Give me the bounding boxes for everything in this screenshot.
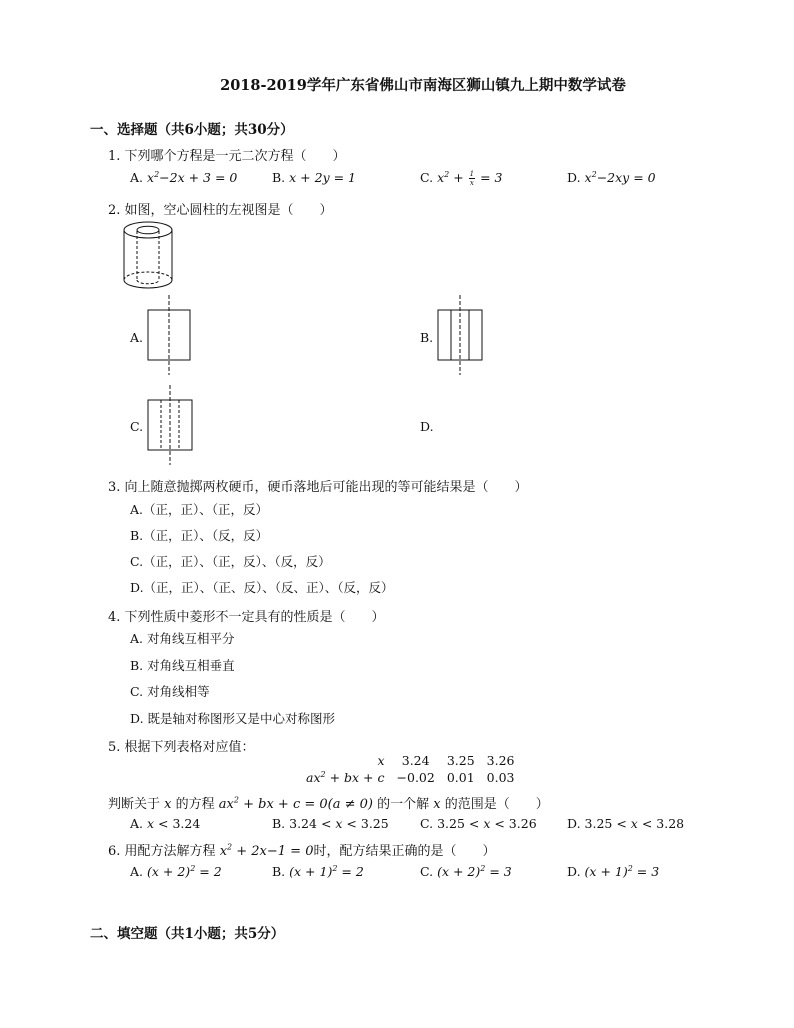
q2-option-d-label: D.	[420, 419, 434, 434]
q2-option-c-label: C.	[130, 419, 144, 434]
q4-option-b: B. 对角线互相垂直	[130, 658, 235, 673]
q6-option-d: D. $(x + 1)^2 = 3$	[567, 863, 660, 879]
q2-option-a-label: A.	[130, 330, 144, 345]
table-header-expression: $ax^2$ + bx + c	[306, 769, 385, 785]
q1-option-d: D. $x^2-2xy = 0$	[567, 169, 656, 185]
q1-option-b: B. x + 2y = 1	[272, 170, 357, 185]
table-cell: 3.25	[446, 753, 475, 768]
q5-value-table	[300, 752, 521, 786]
hollow-cylinder-figure	[120, 220, 180, 292]
table-cell: 3.24	[401, 753, 430, 768]
q1-option-a: A. $x^2-2x + 3 = 0$	[130, 169, 238, 185]
q5-option-d: D. 3.25 < x < 3.28	[567, 816, 685, 831]
q5-option-b: B. 3.24 < x < 3.25	[272, 816, 389, 831]
q1-stem: 1. 下列哪个方程是一元二次方程（ ）	[108, 149, 346, 164]
q2-option-a-figure	[146, 295, 196, 375]
q3-option-b: B.（正，正）、（反，反）	[130, 528, 269, 543]
table-cell: 0.01	[446, 770, 475, 785]
table-cell: −0.02	[396, 770, 435, 785]
q6-option-c: C. $(x + 2)^2 = 3$	[420, 863, 512, 879]
q1-option-c: C. $x^2$ + $\frac{1}{x}$ = 3	[420, 169, 503, 187]
table-cell: 0.03	[486, 770, 515, 785]
q5-stem: 5. 根据下列表格对应值：	[108, 740, 255, 755]
q2-option-b-figure	[436, 295, 486, 375]
q3-option-a: A.（正，正）、（正，反）	[130, 502, 269, 517]
q4-stem: 4. 下列性质中菱形不一定具有的性质是（ ）	[108, 610, 385, 625]
q3-stem: 3. 向上随意抛掷两枚硬币，硬币落地后可能出现的等可能结果是（ ）	[108, 480, 528, 495]
section-heading-choice: 一、选择题（共6小题；共30分）	[90, 122, 294, 138]
q5-judge-line: 判断关于 x 的方程 $ax^2$ + bx + c = 0(a ≠ 0) 的一个解 x 的范围是（ ）	[108, 795, 549, 812]
q2-option-c-figure	[146, 385, 196, 465]
q3-option-c: C.（正，正）、（正，反）、（反，反）	[130, 554, 331, 569]
q6-option-a: A. $(x + 2)^2 = 2$	[130, 863, 222, 879]
q5-option-c: C. 3.25 < x < 3.26	[420, 816, 537, 831]
page-title: 2018-2019学年广东省佛山市南海区狮山镇九上期中数学试卷	[220, 77, 626, 94]
table-header-x: x	[377, 753, 385, 768]
table-row	[300, 752, 521, 769]
table-cell: 3.26	[486, 753, 515, 768]
q6-option-b: B. $(x + 1)^2 = 2$	[272, 863, 364, 879]
q4-option-a: A. 对角线互相平分	[130, 631, 235, 646]
section-heading-fill-in: 二、填空题（共1小题；共5分）	[90, 926, 285, 942]
q2-stem: 2. 如图，空心圆柱的左视图是（ ）	[108, 203, 333, 218]
q4-option-c: C. 对角线相等	[130, 684, 210, 699]
q3-option-d: D.（正，正）、（正、反）、（反、正）、（反，反）	[130, 580, 394, 595]
q6-stem: 6. 用配方法解方程 $x^2 + 2x-1 = 0$时，配方结果正确的是（ ）	[108, 842, 496, 859]
q4-option-d: D. 既是轴对称图形又是中心对称图形	[130, 711, 336, 726]
q2-option-b-label: B.	[420, 330, 434, 345]
table-row	[300, 769, 521, 786]
q5-option-a: A. x < 3.24	[130, 816, 201, 831]
